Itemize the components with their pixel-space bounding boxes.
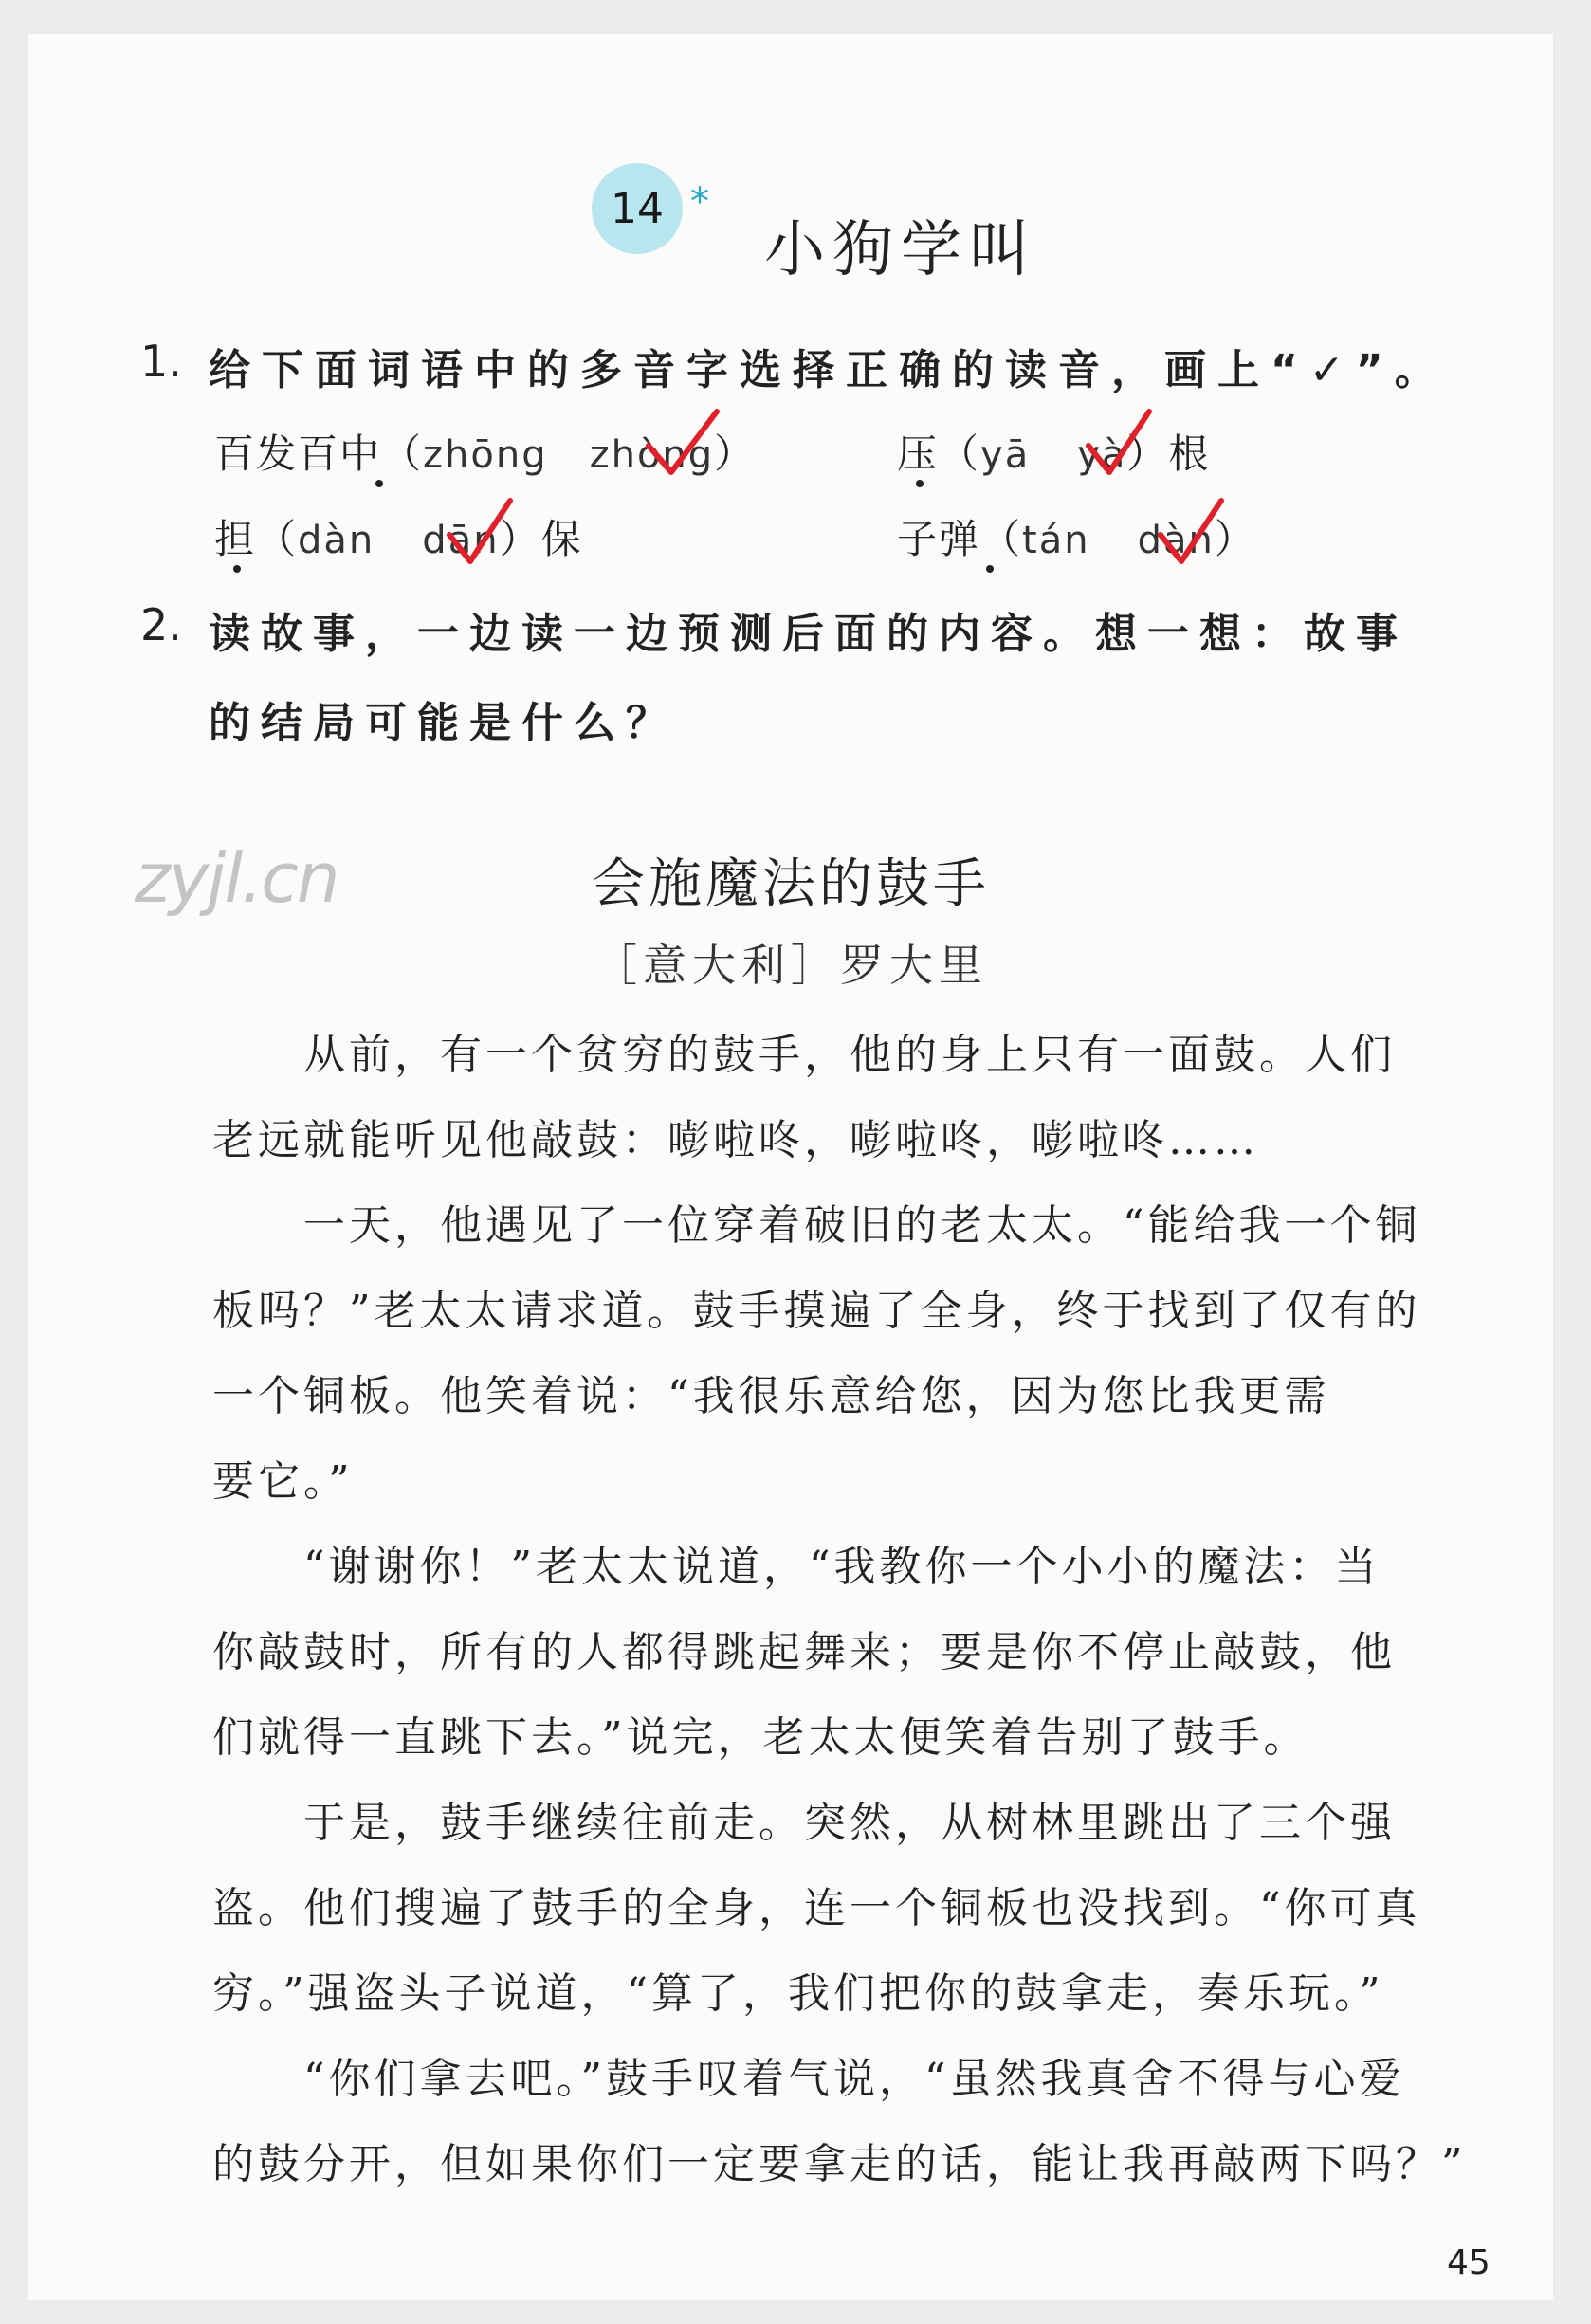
emphasis-dot [916,480,924,487]
question-2-text-line-1: 读故事，一边读一边预测后面的内容。想一想：故事 [209,610,1408,658]
checkmark-icon [444,495,516,575]
question-2-number: 2. [140,599,182,650]
story-line: 一天，他遇见了一位穿着破旧的老太太。“能给我一个铜 [303,1201,1421,1250]
story-line: 穷。”强盗头子说道，“算了，我们把你的鼓拿走，奏乐玩。” [212,1969,1384,2018]
story-line: 板吗？”老太太请求道。鼓手摸遍了全身，终于找到了仅有的 [212,1287,1421,1335]
pinyin-option-1[interactable]: zhōng [423,433,548,477]
story-title: 会施魔法的鼓手 [592,853,990,915]
pinyin-option-1[interactable]: yā [980,433,1031,477]
textbook-page [28,34,1553,2300]
story-line: 你敲鼓时，所有的人都得跳起舞来；要是你不停止敲鼓，他 [212,1628,1396,1676]
story-line: 的鼓分开，但如果你们一定要拿走的话，能让我再敲两下吗？” [212,2140,1467,2188]
word: 子弹 [897,516,981,562]
question-2-text-line-2: 的结局可能是什么？ [209,699,678,747]
word-item-4: 子弹（tán dàn） [897,516,1256,562]
question-1-number: 1. [140,336,182,387]
story-line: “谢谢你！”老太太说道，“我教你一个小小的魔法：当 [303,1543,1381,1591]
watermark-logo: zyjl.cn [135,838,338,918]
word-suffix: 根 [1168,430,1211,477]
story-line: 们就得一直跳下去。”说完，老太太便笑着告别了鼓手。 [212,1713,1309,1762]
word: 压 [897,430,940,477]
checkmark-icon [643,406,722,485]
optional-lesson-star-icon: * [690,180,709,224]
word-item-3: 担（dàn dān）保 [214,516,583,562]
checkmark-icon [1155,495,1227,575]
pinyin-option-2[interactable]: dàn [1137,519,1215,562]
lesson-number: 14 [611,184,664,233]
word: 百发百中 [214,430,382,477]
emphasis-dot [986,565,994,573]
emphasis-dot [233,565,241,573]
pinyin-option-2[interactable]: yà [1077,433,1127,477]
lesson-number-badge [592,163,683,254]
checkmark-icon [1083,406,1155,485]
story-line: 要它。” [212,1457,354,1506]
story-line: 从前，有一个贫穷的鼓手，他的身上只有一面鼓。人们 [303,1031,1396,1079]
page-number: 45 [1447,2243,1490,2282]
pinyin-option-1[interactable]: tán [1022,519,1090,562]
word-suffix: 保 [540,516,583,562]
story-line: 老远就能听见他敲鼓：嘭啦咚，嘭啦咚，嘭啦咚…… [212,1116,1259,1164]
question-1-text: 给下面词语中的多音字选择正确的读音，画上“✓”。 [209,346,1448,394]
story-line: 一个铜板。他笑着说：“我很乐意给您，因为您比我更需 [212,1372,1330,1420]
story-line: 于是，鼓手继续往前走。突然，从树林里跳出了三个强 [303,1799,1396,1847]
story-line: 盗。他们搜遍了鼓手的全身，连一个铜板也没找到。“你可真 [212,1884,1421,1932]
word: 担 [214,516,257,562]
word-item-1: 百发百中（zhōng zhòng） [214,430,757,477]
word-item-2: 压（yā yà）根 [897,430,1211,477]
story-author: ［意大利］罗大里 [594,940,988,991]
pinyin-option-2[interactable]: zhòng [589,433,715,477]
story-line: “你们拿去吧。”鼓手叹着气说，“虽然我真舍不得与心爱 [303,2055,1405,2103]
lesson-title: 小狗学叫 [764,215,1037,285]
emphasis-dot [375,480,383,487]
pinyin-option-2[interactable]: dān [422,519,500,562]
pinyin-option-1[interactable]: dàn [298,519,375,562]
